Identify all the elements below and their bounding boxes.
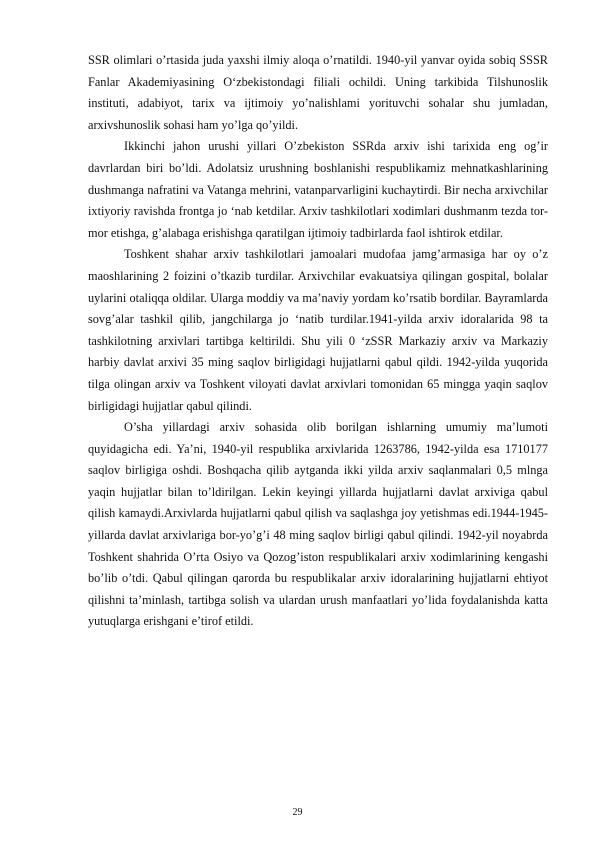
- paragraph-3: Toshkent shahar arxiv tashkilotlari jamoalari mudofaa jamg’armasiga har oy o’z maoshlarining 2 foizini o’tkazib turdilar. Arxivchilar evakuatsiya qilingan gospital, bolalar uylarini otaliqqa oldilar. Ularga moddiy va ma’naviy yordam ko’rsatib bordilar. Bayramlarda sovg’alar tashkil qilib, jangchilarga jo ‘natib turdilar.1941-yilda arxiv idoralarida 98 ta tashkilotning arxivlari tartibga keltirildi. Shu yili 0 ‘zSSR Markaziy arxiv va Markaziy harbiy davlat arxivi 35 ming saqlov birligidagi hujjatlarni qabul qildi. 1942-yilda yuqorida tilga olingan arxiv va Toshkent viloyati davlat arxivlari tomonidan 65 mingga yaqin saqlov birligidagi hujjatlar qabul qilindi.: [88, 247, 548, 413]
- page-number: 29: [292, 807, 303, 818]
- document-body: [88, 50, 548, 633]
- paragraph-4: O’sha yillardagi arxiv sohasida olib borilgan ishlarning umumiy ma’lumoti quyidagicha edi. Ya’ni, 1940-yil respublika arxivlarida 1263786, 1942-yilda esa 1710177 saqlov birligiga oshdi. Boshqacha qilib aytganda ikki yilda arxiv saqlanmalari 0,5 mlnga yaqin hujjatlar bilan to’ldirilgan. Lekin keyingi yillarda hujjatlarni davlat arxiviga qabul qilish kamaydi.Arxivlarda hujjatlarni qabul qilish va saqlashga joy yetishmas edi.1944-1945-yillarda davlat arxivlariga bor-yo’g’i 48 ming saqlov birligi qabul qilindi. 1942-yil noyabrda Toshkent shahrida O’rta Osiyo va Qozog’iston respublikalari arxiv xodimlarining kengashi bo’lib o’tdi. Qabul qilingan qarorda bu respublikalar arxiv idoralarining hujjatlarni ehtiyot qilishni ta’minlash, tartibga solish va ulardan urush manfaatlari yo’lida foydalanishda katta yutuqlarga erishgani e’tirof etildi.: [88, 420, 548, 629]
- paragraph-2: Ikkinchi jahon urushi yillari O’zbekiston SSRda arxiv ishi tarixida eng og’ir davrlardan biri bo’ldi. Adolatsiz urushning boshlanishi respublikamiz mehnatkashlarining dushmanga nafratini va Vatanga mehrini, vatanparvarligini kuchaytirdi. Bir necha arxivchilar ixtiyoriy ravishda frontga jo ‘nab ketdilar. Arxiv tashkilotlari xodimlari dushmanm tezda tor-mor etishga, g’alabaga erishishga qaratilgan ijtimoiy tadbirlarda faol ishtirok etdilar.: [88, 139, 548, 240]
- paragraph-1: SSR olimlari o’rtasida juda yaxshi ilmiy aloqa o’rnatildi. 1940-yil yanvar oyida sobiq SSSR Fanlar Akademiyasining O‘zbekistondagi filiali ochildi. Uning tarkibida Tilshunoslik instituti, adabiyot, tarix va ijtimoiy yo’nalishlami yorituvchi sohalar shu jumladan, arxivshunoslik sohasi ham yo’lga qo’yildi.: [88, 53, 548, 132]
